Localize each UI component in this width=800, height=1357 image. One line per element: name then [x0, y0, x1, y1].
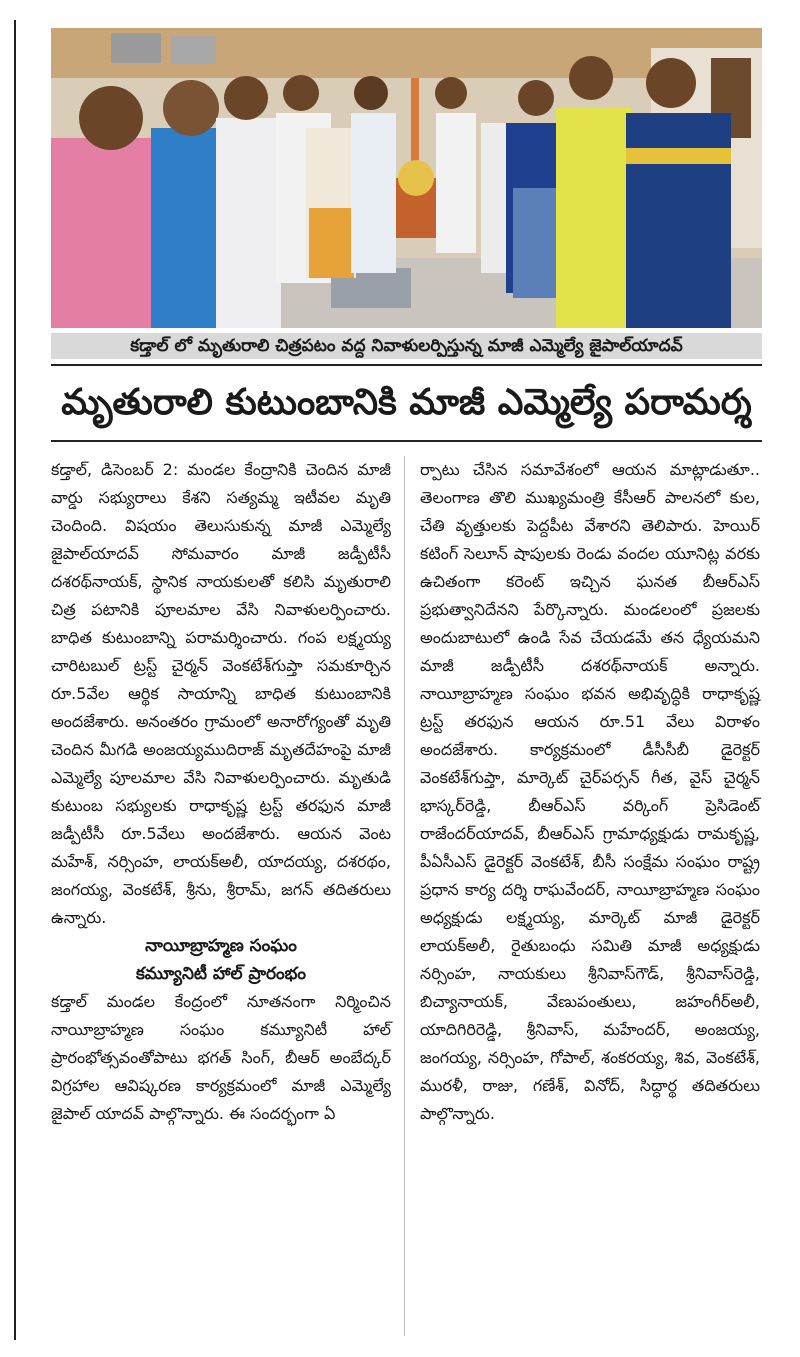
- subheading-line: కమ్యూనిటీ హాల్ ప్రారంభం: [135, 964, 307, 984]
- column-divider: [404, 456, 405, 1336]
- article-paragraph: ర్పాటు చేసిన సమావేశంలో ఆయన మాట్లాడుతూ.. తెలంగాణ తొలి ముఖ్యమంత్రి కేసీఆర్ పాలనలో కుల, చేతి వృత్తులకు పెద్దపీట వేశారని తెలిపారు. హెయిర్ కటింగ్ సెలూన్ షాపులకు రెండు వందల యూనిట్ల వరకు ఉచితంగా కరెంట్ ఇచ్చిన ఘనత బీఆర్‌ఎస్ ప్రభుత్వానిదేనని పేర్కొన్నారు. మండలంలో ప్రజలకు అందుబాటులో ఉండి సేవ చేయడమే తన ధ్యేయమని మాజీ జడ్పీటీసీ దశరథ్‌నాయక్ అన్నారు. నాయీబ్రాహ్మణ సంఘం భవన అభివృద్ధికి రాధాకృష్ణ ట్రస్ట్ తరఫున ఆయన రూ.51 వేలు విరాళం అందజేశారు. కార్యక్రమంలో డీసీసీబీ డైరెక్టర్ వెంకటేశ్‌గుప్తా, మార్కెట్ చైర్‌పర్సన్ గీత, వైస్ చైర్మన్ భాస్కర్‌రెడ్డి, బీఆర్‌ఎస్ వర్కింగ్ ప్రెసిడెంట్ రాజేందర్‌యాదవ్, బీఆర్‌ఎస్ గ్రామాధ్యక్షుడు రామకృష్ణ, పీఏసీఎస్ డైరెక్టర్ వెంకటేశ్, బీసీ సంక్షేమ సంఘం రాష్ట్ర ప్రధాన కార్య దర్శి రాఘవేందర్, నాయీబ్రాహ్మణ సంఘం అధ్యక్షుడు లక్ష్మయ్య, మార్కెట్ మాజీ డైరెక్టర్ లాయక్‌అలీ, రైతుబంధు సమితి మాజీ అధ్యక్షుడు నర్సింహ, నాయకులు శ్రీనివాస్‌గౌడ్, శ్రీనివాస్‌రెడ్డి, బిచ్యానాయక్, వేణుపంతులు, జహంగీర్‌అలీ, యాదిగిరిరెడ్డి, శ్రీనివాస్, మహేందర్, అంజయ్య, జంగయ్య, నర్సింహ, గోపాల్, శంకరయ్య, శివ, వెంకటేశ్, మురళీ, రాజు, గణేశ్, వినోద్, సిద్ధార్థ తదితరులు పాల్గొన్నారు.: [420, 460, 760, 1123]
- subheading: [51, 932, 391, 988]
- subheading-line: నాయీబ్రాహ్మణ సంఘం: [145, 936, 297, 956]
- photo-caption: కడ్తాల్ లో మృతురాలి చిత్రపటం వద్ద నివాళులర్పిస్తున్న మాజీ ఎమ్మెల్యే జైపాల్‌యాదవ్: [51, 333, 762, 359]
- news-photo: [51, 28, 762, 328]
- left-column-rule: [14, 20, 16, 1340]
- headline-bottom-rule: [51, 440, 762, 442]
- article-right-column: [420, 456, 760, 1128]
- article-paragraph: కడ్తాల్, డిసెంబర్ 2: మండల కేంద్రానికి చెందిన మాజీ వార్డు సభ్యురాలు కేశని సత్యమ్మ ఇటీవల మృతి చెందింది. విషయం తెలుసుకున్న మాజీ ఎమ్మెల్యే జైపాల్‌యాదవ్ సోమవారం మాజీ జడ్పీటీసీ దశరథ్‌నాయక్, స్థానిక నాయకులతో కలిసి మృతురాలి చిత్ర పటానికి పూలమాల వేసి నివాళులర్పించారు. బాధిత కుటుంబాన్ని పరామర్శించారు. గంప లక్ష్మయ్య చారిటబుల్ ట్రస్ట్ చైర్మన్ వెంకటేశ్‌గుప్తా సమకూర్చిన రూ.5వేల ఆర్థిక సాయాన్ని బాధిత కుటుంబానికి అందజేశారు. అనంతరం గ్రామంలో అనారోగ్యంతో మృతి చెందిన మీగడి అంజయ్యముదిరాజ్ మృతదేహంపై మాజీ ఎమ్మెల్యే పూలమాల వేసి నివాళులర్పించారు. మృతుడి కుటుంబ సభ్యులకు రాధాకృష్ణ ట్రస్ట్ తరఫున మాజీ జడ్పీటీసీ రూ.5వేలు అందజేశారు. ఆయన వెంట మహేశ్, నర్సింహ, లాయక్‌అలీ, యాదయ్య, దశరథం, జంగయ్య, వెంకటేశ్, శ్రీను, శ్రీరామ్, జగన్ తదితరులు ఉన్నారు.: [51, 460, 391, 927]
- article-paragraph: కడ్తాల్ మండల కేంద్రంలో నూతనంగా నిర్మించిన నాయీబ్రాహ్మణ సంఘం కమ్యూనిటీ హాల్ ప్రారంభోత్సవంతోపాటు భగత్ సింగ్, బీఆర్ అంబేద్కర్ విగ్రహాల ఆవిష్కరణ కార్యక్రమంలో మాజీ ఎమ్మెల్యే జైపాల్ యాదవ్ పాల్గొన్నారు. ఈ సందర్భంగా ఏ: [51, 992, 391, 1123]
- headline-top-rule: [51, 364, 762, 366]
- headline: మృతురాలి కుటుంబానికి మాజీ ఎమ్మెల్యే పరామర్శ: [61, 382, 752, 423]
- article-left-column: [51, 456, 391, 1128]
